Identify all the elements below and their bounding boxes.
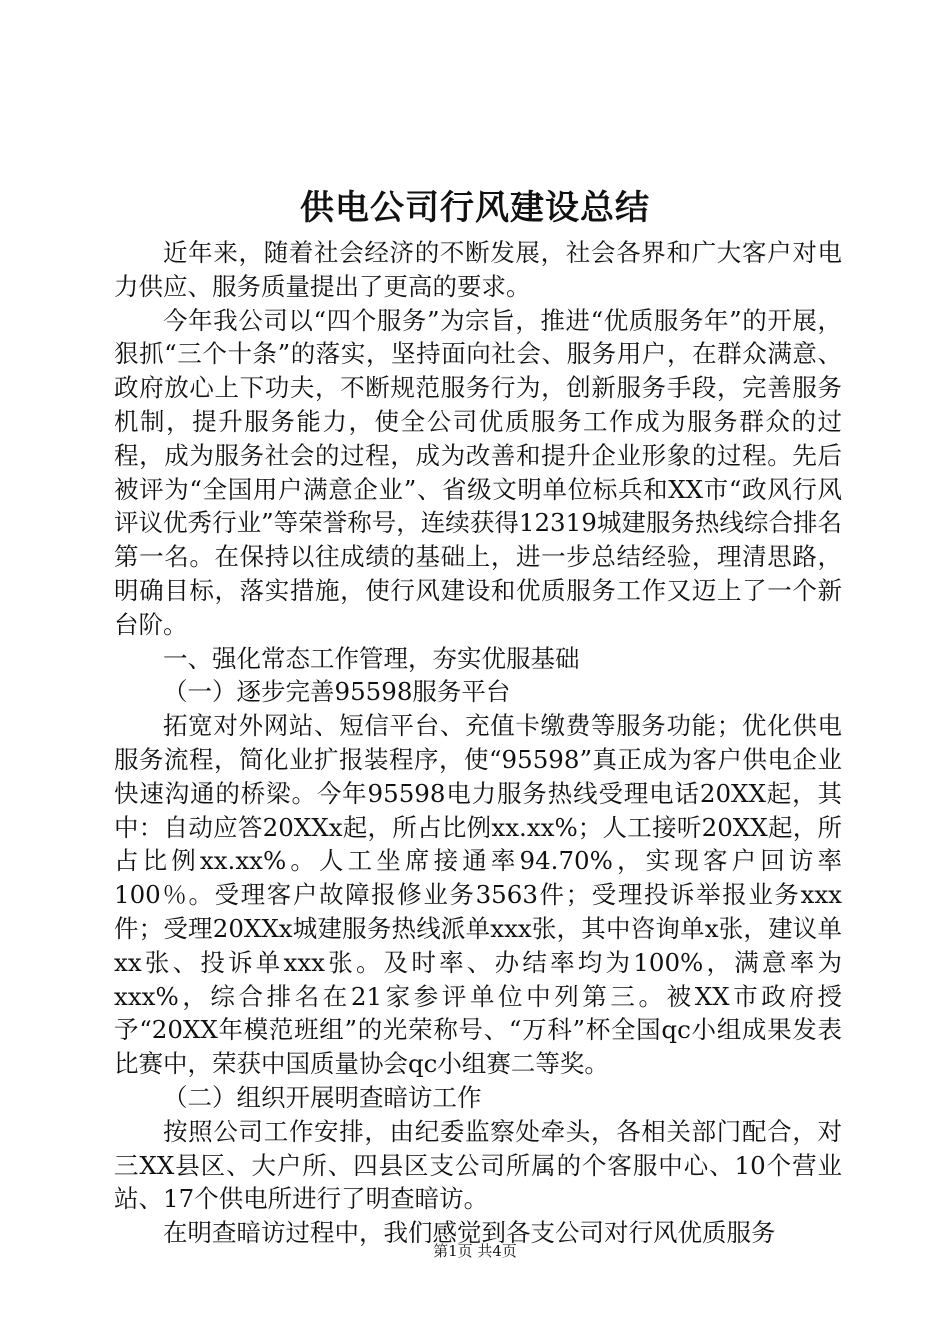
- paragraph: 按照公司工作安排，由纪委监察处牵头，各相关部门配合，对三XX县区、大户所、四县区支公司所属的个客服中心、10个营业站、17个供电所进行了明查暗访。: [114, 1116, 842, 1214]
- document-body: [114, 236, 842, 1250]
- section-heading: 一、强化常态工作管理，夯实优服基础: [163, 643, 580, 673]
- paragraph: 在明查暗访过程中，我们感觉到各支公司对行风优质服务: [163, 1218, 776, 1248]
- paragraph: 拓宽对外网站、短信平台、充值卡缴费等服务功能；优化供电服务流程，简化业扩报装程序，使“95598”真正成为客户供电企业快速沟通的桥梁。今年95598电力服务热线受理电话20XX起，其中：自动应答20XXx起，所占比例xx.xx%；人工接听20XX起，所占比例xx.xx%。人工坐席接通率94.70%，实现客户回访率100％。受理客户故障报修业务3563件；受理投诉举报业务xxx件；受理20XXx城建服务热线派单xxx张，其中咨询单x张，建议单xx张、投诉单xxx张。及时率、办结率均为100%，满意率为xxx%，综合排名在21家参评单位中列第三。被XX市政府授予“20XX年模范班组”的光荣称号、“万科”杯全国qc小组成果发表比赛中，荣获中国质量协会qc小组赛二等奖。: [114, 711, 842, 1079]
- subsection-heading: （一）逐步完善95598服务平台: [163, 677, 511, 707]
- paragraph: 近年来，随着社会经济的不断发展，社会各界和广大客户对电力供应、服务质量提出了更高的要求。: [114, 238, 842, 301]
- paragraph: 今年我公司以“四个服务”为宗旨，推进“优质服务年”的开展，狠抓“三个十条”的落实，坚持面向社会、服务用户，在群众满意、政府放心上下功夫，不断规范服务行为，创新服务手段，完善服务机制，提升服务能力，使全公司优质服务工作成为服务群众的过程，成为服务社会的过程，成为改善和提升企业形象的过程。先后被评为“全国用户满意企业”、省级文明单位标兵和XX市“政风行风评议优秀行业”等荣誉称号，连续获得12319城建服务热线综合排名第一名。在保持以往成绩的基础上，进一步总结经验，理清思路，明确目标，落实措施，使行风建设和优质服务工作又迈上了一个新台阶。: [114, 305, 842, 639]
- page-footer: 第1页 共4页: [433, 1242, 517, 1260]
- subsection-heading: （二）组织开展明查暗访工作: [163, 1082, 482, 1112]
- document-title: 供电公司行风建设总结: [300, 188, 650, 228]
